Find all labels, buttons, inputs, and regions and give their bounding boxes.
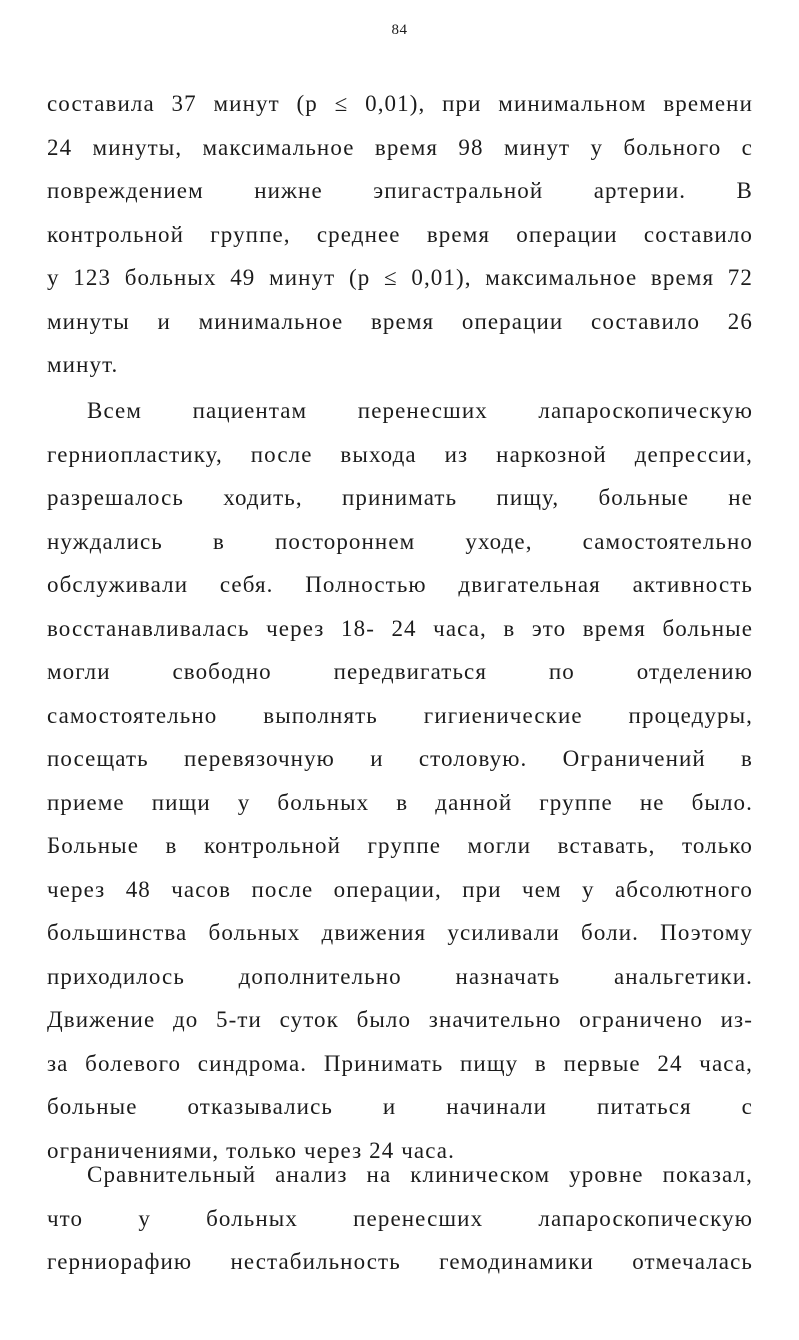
text-line: обслуживали себя. Полностью двигательная активность [47, 572, 753, 597]
text-line: минут. [47, 352, 119, 377]
text-line: что у больных перенесших лапароскопическую [47, 1205, 753, 1231]
text-line: посещать перевязочную и столовую. Ограничений в [47, 746, 753, 771]
text-line: больные отказывались и начинали питаться с [47, 1094, 753, 1119]
paragraph-2 [47, 389, 753, 1172]
text-line: приеме пищи у больных в данной группе не было. [47, 789, 753, 815]
paragraph-3 [47, 1153, 753, 1284]
text-line: большинства больных движения усиливали боли. Поэтому [47, 920, 753, 945]
text-line: разрешалось ходить, принимать пищу, больные не [47, 485, 753, 510]
text-line: могли свободно передвигаться по отделению [47, 659, 753, 684]
text-line: Больные в контрольной группе могли вставать, только [47, 833, 753, 858]
text-line: приходилось дополнительно назначать анальгетики. [47, 963, 753, 989]
text-line: Всем пациентам перенесших лапароскопическую [87, 398, 753, 423]
text-line: герниорафию нестабильность гемодинамики отмечалась [47, 1249, 753, 1274]
text-line: нуждались в постороннем уходе, самостоятельно [47, 528, 753, 554]
text-line: Движение до 5-ти суток было значительно ограничено из- [47, 1007, 753, 1032]
text-line: Сравнительный анализ на клиническом уровне показал, [87, 1162, 753, 1187]
paragraph-1 [47, 82, 753, 387]
text-line: восстанавливалась через 18- 24 часа, в это время больные [47, 615, 753, 641]
text-line: через 48 часов после операции, при чем у абсолютного [47, 876, 753, 902]
text-line: минуты и минимальное время операции составило 26 [47, 308, 753, 334]
page-number: 84 [391, 22, 408, 38]
text-line: у 123 больных 49 минут (р ≤ 0,01), максимальное время 72 [47, 265, 753, 290]
text-line: герниопластику, после выхода из наркозной депрессии, [47, 441, 753, 467]
text-line: повреждением нижне эпигастральной артерии. В [47, 178, 753, 203]
text-line: контрольной группе, среднее время операции составило [47, 221, 753, 247]
text-line: ограничениями, только через 24 часа. [47, 1137, 455, 1163]
text-line: за болевого синдрома. Принимать пищу в первые 24 часа, [47, 1050, 753, 1076]
text-line: самостоятельно выполнять гигиенические процедуры, [47, 702, 753, 728]
text-line: составила 37 минут (р ≤ 0,01), при минимальном времени [47, 91, 753, 116]
text-line: 24 минуты, максимальное время 98 минут у больного с [47, 134, 753, 160]
